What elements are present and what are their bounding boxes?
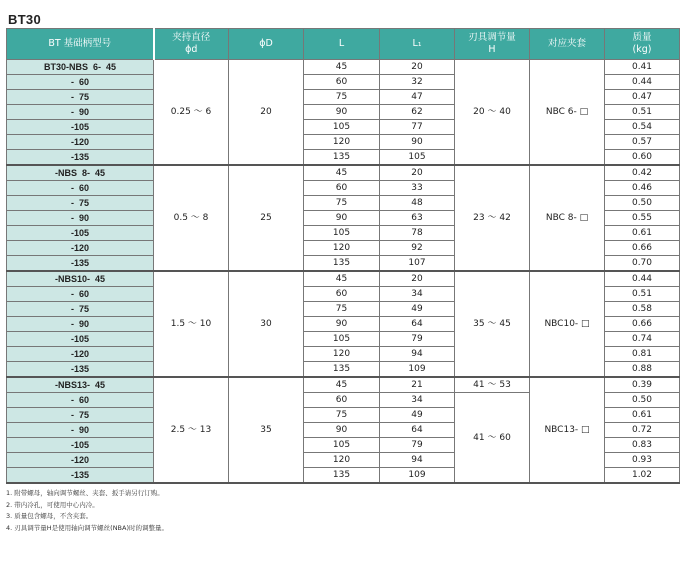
L-cell: 135 xyxy=(304,150,380,166)
L1-cell: 94 xyxy=(380,453,455,468)
L1-cell: 62 xyxy=(380,105,455,120)
page-title: BT30 xyxy=(8,12,41,27)
mass-cell: 0.66 xyxy=(605,241,680,256)
L1-cell: 63 xyxy=(380,211,455,226)
mass-cell: 0.57 xyxy=(605,135,680,150)
mass-cell: 0.44 xyxy=(605,75,680,90)
header-model: BT 基础柄型号 xyxy=(7,29,154,60)
table-row xyxy=(7,60,680,75)
table-row xyxy=(7,165,680,181)
mass-cell: 0.61 xyxy=(605,226,680,241)
L-cell: 90 xyxy=(304,105,380,120)
L-cell: 135 xyxy=(304,256,380,272)
L1-cell: 78 xyxy=(380,226,455,241)
model-cell: -120 xyxy=(7,453,154,468)
L1-cell: 47 xyxy=(380,90,455,105)
L-cell: 120 xyxy=(304,135,380,150)
L-cell: 45 xyxy=(304,377,380,393)
L1-cell: 105 xyxy=(380,150,455,166)
phiD-cell: 25 xyxy=(229,165,304,271)
model-cell: BT30-NBS 6- 45 xyxy=(7,60,154,75)
L1-cell: 90 xyxy=(380,135,455,150)
model-cell: - 75 xyxy=(7,196,154,211)
model-cell: -135 xyxy=(7,150,154,166)
footnote: 4. 刃具调节量H是使用轴向调节螺丝(NBA)时的调整量。 xyxy=(6,523,168,532)
L1-cell: 32 xyxy=(380,75,455,90)
model-cell: -105 xyxy=(7,438,154,453)
mass-cell: 0.50 xyxy=(605,196,680,211)
model-cell: - 60 xyxy=(7,181,154,196)
clamp-range-cell: 0.5 ～ 8 xyxy=(154,165,229,271)
L1-cell: 21 xyxy=(380,377,455,393)
footnote: 3. 质量包含螺母，不含夹套。 xyxy=(6,512,93,520)
L1-cell: 77 xyxy=(380,120,455,135)
L1-cell: 34 xyxy=(380,287,455,302)
model-cell: -NBS 8- 45 xyxy=(7,165,154,181)
mass-cell: 1.02 xyxy=(605,468,680,484)
mass-cell: 0.51 xyxy=(605,287,680,302)
L-cell: 90 xyxy=(304,211,380,226)
phiD-cell: 20 xyxy=(229,60,304,166)
header-L1: L₁ xyxy=(380,29,455,60)
adjustment-cell: 20 ～ 40 xyxy=(455,60,530,166)
L1-cell: 34 xyxy=(380,393,455,408)
L1-cell: 33 xyxy=(380,181,455,196)
L1-cell: 79 xyxy=(380,438,455,453)
model-cell: -120 xyxy=(7,241,154,256)
model-cell: - 90 xyxy=(7,317,154,332)
mass-cell: 0.50 xyxy=(605,393,680,408)
header-phiD: ϕD xyxy=(229,29,304,60)
L-cell: 120 xyxy=(304,241,380,256)
phiD-cell: 35 xyxy=(229,377,304,483)
L-cell: 75 xyxy=(304,302,380,317)
table-row xyxy=(7,271,680,287)
mass-cell: 0.70 xyxy=(605,256,680,272)
L-cell: 120 xyxy=(304,453,380,468)
model-cell: -105 xyxy=(7,332,154,347)
mass-cell: 0.58 xyxy=(605,302,680,317)
L-cell: 135 xyxy=(304,362,380,378)
L-cell: 45 xyxy=(304,165,380,181)
L-cell: 75 xyxy=(304,90,380,105)
mass-cell: 0.83 xyxy=(605,438,680,453)
L1-cell: 20 xyxy=(380,165,455,181)
L1-cell: 79 xyxy=(380,332,455,347)
header-L: L xyxy=(304,29,380,60)
adjustment-cell: 41 ～ 53 xyxy=(455,377,530,393)
mass-cell: 0.74 xyxy=(605,332,680,347)
L-cell: 120 xyxy=(304,347,380,362)
L-cell: 105 xyxy=(304,226,380,241)
footnote: 2. 带内冷孔，可使用中心内冷。 xyxy=(6,500,99,509)
model-cell: -120 xyxy=(7,135,154,150)
header-collet: 对应夹套 xyxy=(530,29,605,60)
L1-cell: 109 xyxy=(380,362,455,378)
L-cell: 60 xyxy=(304,181,380,196)
L-cell: 60 xyxy=(304,287,380,302)
phiD-cell: 30 xyxy=(229,271,304,377)
model-cell: -120 xyxy=(7,347,154,362)
table-row xyxy=(7,377,680,393)
collet-cell: NBC10- □ xyxy=(530,271,605,377)
mass-cell: 0.60 xyxy=(605,150,680,166)
model-cell: -105 xyxy=(7,226,154,241)
footnote: 1. 附带螺母，轴向调节螺丝、夹套、扳手请另行订购。 xyxy=(6,489,164,497)
model-cell: -105 xyxy=(7,120,154,135)
L1-cell: 49 xyxy=(380,302,455,317)
L-cell: 105 xyxy=(304,332,380,347)
model-cell: - 60 xyxy=(7,75,154,90)
L1-cell: 107 xyxy=(380,256,455,272)
footnotes xyxy=(6,488,168,534)
mass-cell: 0.93 xyxy=(605,453,680,468)
mass-cell: 0.47 xyxy=(605,90,680,105)
adjustment-cell: 41 ～ 60 xyxy=(455,393,530,484)
mass-cell: 0.41 xyxy=(605,60,680,75)
model-cell: - 60 xyxy=(7,393,154,408)
collet-cell: NBC13- □ xyxy=(530,377,605,483)
L1-cell: 48 xyxy=(380,196,455,211)
model-cell: -NBS10- 45 xyxy=(7,271,154,287)
L-cell: 75 xyxy=(304,196,380,211)
mass-cell: 0.44 xyxy=(605,271,680,287)
L-cell: 60 xyxy=(304,75,380,90)
L-cell: 105 xyxy=(304,438,380,453)
mass-cell: 0.46 xyxy=(605,181,680,196)
L1-cell: 92 xyxy=(380,241,455,256)
model-cell: - 90 xyxy=(7,423,154,438)
L-cell: 90 xyxy=(304,423,380,438)
clamp-range-cell: 2.5 ～ 13 xyxy=(154,377,229,483)
collet-cell: NBC 6- □ xyxy=(530,60,605,166)
clamp-range-cell: 1.5 ～ 10 xyxy=(154,271,229,377)
mass-cell: 0.39 xyxy=(605,377,680,393)
mass-cell: 0.72 xyxy=(605,423,680,438)
model-cell: - 60 xyxy=(7,287,154,302)
L-cell: 45 xyxy=(304,271,380,287)
mass-cell: 0.88 xyxy=(605,362,680,378)
spec-table xyxy=(6,28,680,484)
L1-cell: 94 xyxy=(380,347,455,362)
adjustment-cell: 35 ～ 45 xyxy=(455,271,530,377)
L1-cell: 49 xyxy=(380,408,455,423)
model-cell: -135 xyxy=(7,362,154,378)
clamp-range-cell: 0.25 ～ 6 xyxy=(154,60,229,166)
model-cell: - 90 xyxy=(7,105,154,120)
L1-cell: 64 xyxy=(380,317,455,332)
L1-cell: 109 xyxy=(380,468,455,484)
model-cell: - 75 xyxy=(7,408,154,423)
header-clamp-range: 夹持直径 ϕd xyxy=(154,29,229,60)
model-cell: -135 xyxy=(7,468,154,484)
L-cell: 135 xyxy=(304,468,380,484)
L1-cell: 20 xyxy=(380,60,455,75)
model-cell: -NBS13- 45 xyxy=(7,377,154,393)
mass-cell: 0.61 xyxy=(605,408,680,423)
table-body xyxy=(7,60,680,484)
mass-cell: 0.42 xyxy=(605,165,680,181)
mass-cell: 0.55 xyxy=(605,211,680,226)
L-cell: 105 xyxy=(304,120,380,135)
mass-cell: 0.81 xyxy=(605,347,680,362)
L1-cell: 64 xyxy=(380,423,455,438)
collet-cell: NBC 8- □ xyxy=(530,165,605,271)
mass-cell: 0.51 xyxy=(605,105,680,120)
L1-cell: 20 xyxy=(380,271,455,287)
model-cell: - 90 xyxy=(7,211,154,226)
L-cell: 75 xyxy=(304,408,380,423)
header-mass: 质量 (kg) xyxy=(605,29,680,60)
model-cell: - 75 xyxy=(7,90,154,105)
L-cell: 45 xyxy=(304,60,380,75)
mass-cell: 0.54 xyxy=(605,120,680,135)
header-adjustment: 刃具调节量 H xyxy=(455,29,530,60)
mass-cell: 0.66 xyxy=(605,317,680,332)
table-header-row xyxy=(7,29,680,60)
L-cell: 90 xyxy=(304,317,380,332)
model-cell: -135 xyxy=(7,256,154,272)
adjustment-cell: 23 ～ 42 xyxy=(455,165,530,271)
model-cell: - 75 xyxy=(7,302,154,317)
L-cell: 60 xyxy=(304,393,380,408)
